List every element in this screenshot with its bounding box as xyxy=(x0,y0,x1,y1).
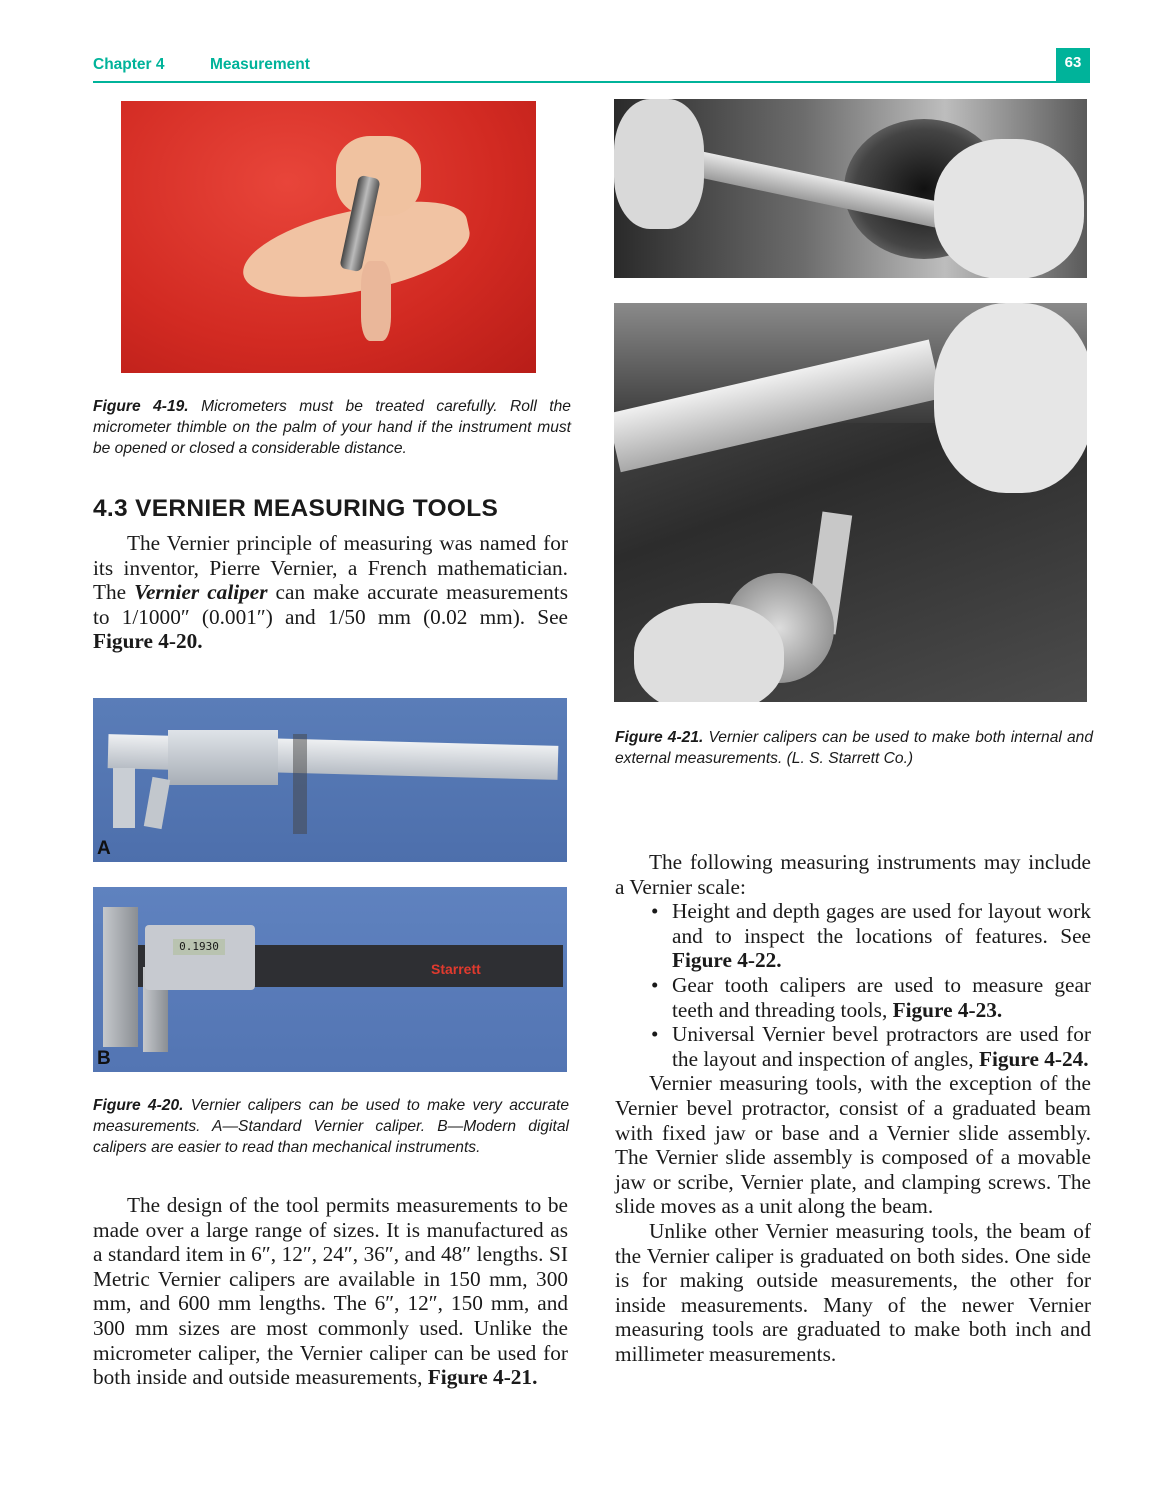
header-rule xyxy=(93,81,1090,83)
figure-4-21-photo-bottom xyxy=(614,303,1087,702)
paragraph-4 xyxy=(615,1071,1091,1219)
paragraph-3 xyxy=(615,850,1091,899)
figure-4-20-caption xyxy=(93,1095,569,1158)
caption-label: Figure 4-21. xyxy=(615,729,704,746)
caption-text: Vernier calipers can be used to make very accurate measurements. A—Standard Vernier caliper. B—Modern digital calipers are easier to read than mechanical instruments. xyxy=(93,1097,569,1156)
figure-4-21-photo-top xyxy=(614,99,1087,278)
paragraph-5 xyxy=(615,1219,1091,1367)
figure-4-21-caption xyxy=(615,727,1093,769)
figure-4-19-photo xyxy=(121,101,536,373)
section-label: Measurement xyxy=(210,56,310,73)
text: The Vernier principle of measuring was named for its inventor, Pierre Vernier, a French mathematician. The xyxy=(93,531,568,605)
right-column-text xyxy=(615,850,1091,1366)
list-item xyxy=(615,1022,1091,1071)
figure-label-a: A xyxy=(97,838,111,859)
paragraph-2 xyxy=(93,1193,568,1390)
figure-ref: Figure 4-20. xyxy=(93,629,203,654)
caption-text: Micrometers must be treated carefully. Roll the micrometer thimble on the palm of your hand if the instrument must be opened or closed a considerable distance. xyxy=(93,398,571,457)
figure-ref: Figure 4-22. xyxy=(672,948,782,973)
figure-4-20b-photo xyxy=(93,887,567,1072)
figure-ref: Figure 4-24. xyxy=(978,1046,1089,1071)
text: can make accurate measurements to 1/1000″ (0.001″) and 1/50 mm (0.02 mm). See xyxy=(93,580,568,629)
emphasis: Vernier caliper xyxy=(134,580,268,605)
figure-ref: Figure 4-21. xyxy=(427,1365,538,1390)
digital-display: 0.1930 xyxy=(173,939,225,955)
text: Universal Vernier bevel protractors are used for the layout and inspection of angles, xyxy=(672,1022,1091,1071)
paragraph-1 xyxy=(93,531,568,654)
instrument-list xyxy=(615,899,1091,1071)
text: Height and depth gages are used for layout work and to inspect the locations of features. See xyxy=(672,899,1091,948)
text: Unlike other Vernier measuring tools, the beam of the Vernier caliper is graduated on both sides. One side is for making outside measurements, the other for inside measurements. Many of the newer Vernier measuring tools are graduated to make both inch and millimeter measurements. xyxy=(615,1218,1091,1366)
figure-4-19-caption xyxy=(93,396,571,459)
text: Gear tooth calipers are used to measure gear teeth and threading tools, xyxy=(672,972,1091,1022)
figure-4-20a-photo xyxy=(93,698,567,862)
chapter-label: Chapter 4 xyxy=(93,56,165,73)
list-item xyxy=(615,973,1091,1022)
caption-text: Vernier calipers can be used to make both internal and external measurements. (L. S. Starrett Co.) xyxy=(615,729,1093,767)
section-heading: 4.3 VERNIER MEASURING TOOLS xyxy=(93,495,499,522)
caption-label: Figure 4-19. xyxy=(93,398,189,415)
figure-ref: Figure 4-23. xyxy=(892,997,1003,1022)
caption-label: Figure 4-20. xyxy=(93,1097,184,1114)
brand-logo: Starrett xyxy=(431,961,481,977)
text: The design of the tool permits measurements to be made over a large range of sizes. It is manufactured as a standard item in 6″, 12″, 24″, 36″, and 48″ lengths. SI Metric Vernier calipers are available in 150 mm, 300 mm, and 600 mm lengths. The 6″, 12″, 150 mm, and 300 mm sizes are most commonly used. Unlike the micrometer caliper, the Vernier caliper can be used for both inside and outside measurements, xyxy=(93,1193,568,1390)
figure-label-b: B xyxy=(97,1048,111,1069)
text: The following measuring instruments may include a Vernier scale: xyxy=(615,850,1091,899)
text: Vernier measuring tools, with the exception of the Vernier bevel protractor, consist of a graduated beam with fixed jaw or base and a Vernier slide assembly. The Vernier slide assembly is composed of a movable jaw or scribe, Vernier plate, and clamping screws. The slide moves as a unit along the beam. xyxy=(615,1071,1091,1219)
page-number: 63 xyxy=(1056,48,1090,82)
list-item xyxy=(615,899,1091,973)
